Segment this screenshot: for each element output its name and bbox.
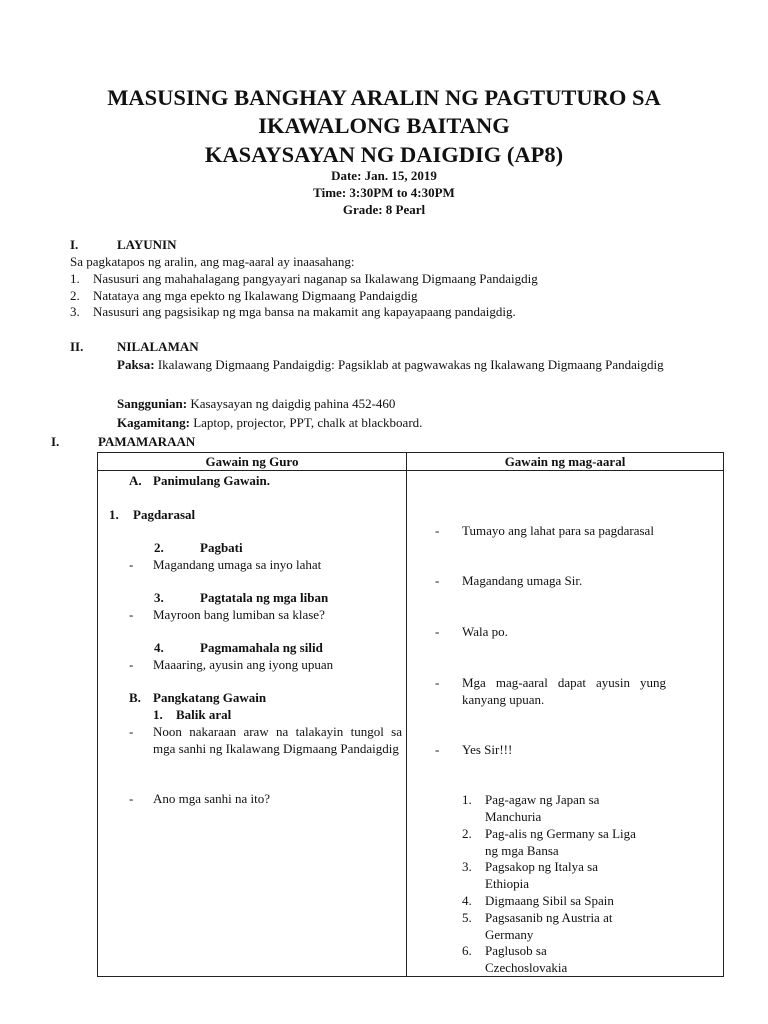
student-response: Mga mag-aaral dapat ayusin yung kanyang upuan.	[462, 675, 666, 707]
step-number: 4.	[154, 640, 164, 655]
teacher-line: Magandang umaga sa inyo lahat	[153, 557, 322, 572]
column-header-mag-aaral: Gawain ng mag-aaral	[407, 453, 724, 471]
kagamitang-label: Kagamitang:	[117, 415, 190, 430]
teacher-line: Maaaring, ayusin ang iyong upuan	[153, 657, 334, 672]
dash: -	[435, 742, 440, 757]
step-number: 1.	[153, 707, 163, 722]
teacher-review-text: Noon nakaraan araw na talakayin tungol sa mga sanhi ng Ikalawang Digmaang Pandaigdig	[153, 724, 402, 756]
dash: -	[435, 624, 440, 639]
list-item: Pag-alis ng Germany sa Liga ng mga Bansa	[485, 826, 636, 858]
teacher-question: Ano mga sanhi na ito?	[153, 791, 270, 806]
title-line-2: IKAWALONG BAITANG	[258, 113, 510, 138]
title-line-1: MASUSING BANGHAY ARALIN NG PAGTUTURO SA	[107, 85, 661, 110]
pamamaraan-numeral: I.	[51, 434, 60, 449]
list-number: 3.	[462, 859, 472, 874]
paksa-text: Ikalawang Digmaang Pandaigdig: Pagsiklab at pagwawakas ng Ikalawang Digmaang Pandaigdig	[157, 357, 664, 372]
list-item: Digmaang Sibil sa Spain	[485, 893, 614, 908]
step-title: Balik aral	[176, 707, 232, 722]
dash: -	[435, 675, 440, 690]
section-b-title: Pangkatang Gawain	[153, 690, 267, 705]
step-title: Pagbati	[200, 540, 243, 555]
list-item: Pagsakop ng Italya sa Ethiopia	[485, 859, 599, 891]
paksa-paragraph	[117, 355, 721, 374]
student-response: Tumayo ang lahat para sa pagdarasal	[462, 523, 654, 538]
objective-number: 2.	[70, 288, 80, 303]
dash: -	[129, 607, 134, 622]
list-number: 6.	[462, 943, 472, 958]
student-response: Yes Sir!!!	[462, 742, 513, 757]
list-item: Paglusob sa Czechoslovakia	[485, 943, 568, 975]
step-number: 3.	[154, 590, 164, 605]
list-number: 5.	[462, 910, 472, 925]
dash: -	[129, 557, 134, 572]
step-number: 2.	[154, 540, 164, 555]
kagamitang-line	[117, 414, 422, 431]
teacher-line: Mayroon bang lumiban sa klase?	[153, 607, 325, 622]
sanggunian-label: Sanggunian:	[117, 396, 188, 411]
dash: -	[435, 523, 440, 538]
table-row	[98, 471, 724, 977]
list-number: 2.	[462, 826, 472, 841]
section-a-label: A.	[129, 473, 142, 488]
column-header-guro: Gawain ng Guro	[98, 453, 407, 471]
student-response: Magandang umaga Sir.	[462, 573, 583, 588]
procedure-table	[97, 452, 724, 977]
dash: -	[435, 573, 440, 588]
mag-aaral-cell	[407, 471, 724, 977]
date-line: Date: Jan. 15, 2019	[331, 168, 437, 183]
table-header-row	[98, 453, 724, 471]
step-title: Pagmamahala ng silid	[200, 640, 323, 655]
dash: -	[129, 791, 134, 806]
time-line: Time: 3:30PM to 4:30PM	[313, 185, 455, 200]
kagamitang-text: Laptop, projector, PPT, chalk at blackboard.	[193, 415, 423, 430]
paksa-label: Paksa:	[117, 357, 155, 372]
section-b-label: B.	[129, 690, 141, 705]
objective-text: Natataya ang mga epekto ng Ikalawang Digmaang Pandaigdig	[93, 288, 418, 303]
list-item: Pag-agaw ng Japan sa Manchuria	[485, 792, 600, 824]
pamamaraan-heading: PAMAMARAAN	[98, 434, 196, 449]
step-title: Pagdarasal	[133, 507, 196, 522]
sanggunian-line	[117, 395, 395, 412]
layunin-intro: Sa pagkatapos ng aralin, ang mag-aaral ay inaasahang:	[70, 254, 355, 269]
dash: -	[129, 657, 134, 672]
section-a-title: Panimulang Gawain.	[153, 473, 271, 488]
objective-number: 1.	[70, 271, 80, 286]
objective-text: Nasusuri ang pagsisikap ng mga bansa na makamit ang kapayapaang pandaigdig.	[93, 304, 516, 319]
nilalaman-heading: NILALAMAN	[117, 339, 199, 354]
title-line-3: KASAYSAYAN NG DAIGDIG (AP8)	[204, 142, 564, 167]
sanggunian-text: Kasaysayan ng daigdig pahina 452-460	[190, 396, 396, 411]
objective-text: Nasusuri ang mahahalagang pangyayari naganap sa Ikalawang Digmaang Pandaigdig	[93, 271, 538, 286]
list-number: 4.	[462, 893, 472, 908]
layunin-numeral: I.	[70, 237, 79, 252]
layunin-heading: LAYUNIN	[117, 237, 177, 252]
step-title: Pagtatala ng mga liban	[200, 590, 329, 605]
objective-number: 3.	[70, 304, 80, 319]
dash: -	[129, 724, 134, 739]
guro-cell	[98, 471, 407, 977]
grade-line: Grade: 8 Pearl	[342, 202, 426, 217]
step-number: 1.	[109, 507, 119, 522]
student-response: Wala po.	[462, 624, 508, 639]
list-item: Pagsasanib ng Austria at Germany	[485, 910, 613, 942]
list-number: 1.	[462, 792, 472, 807]
nilalaman-numeral: II.	[70, 339, 84, 354]
